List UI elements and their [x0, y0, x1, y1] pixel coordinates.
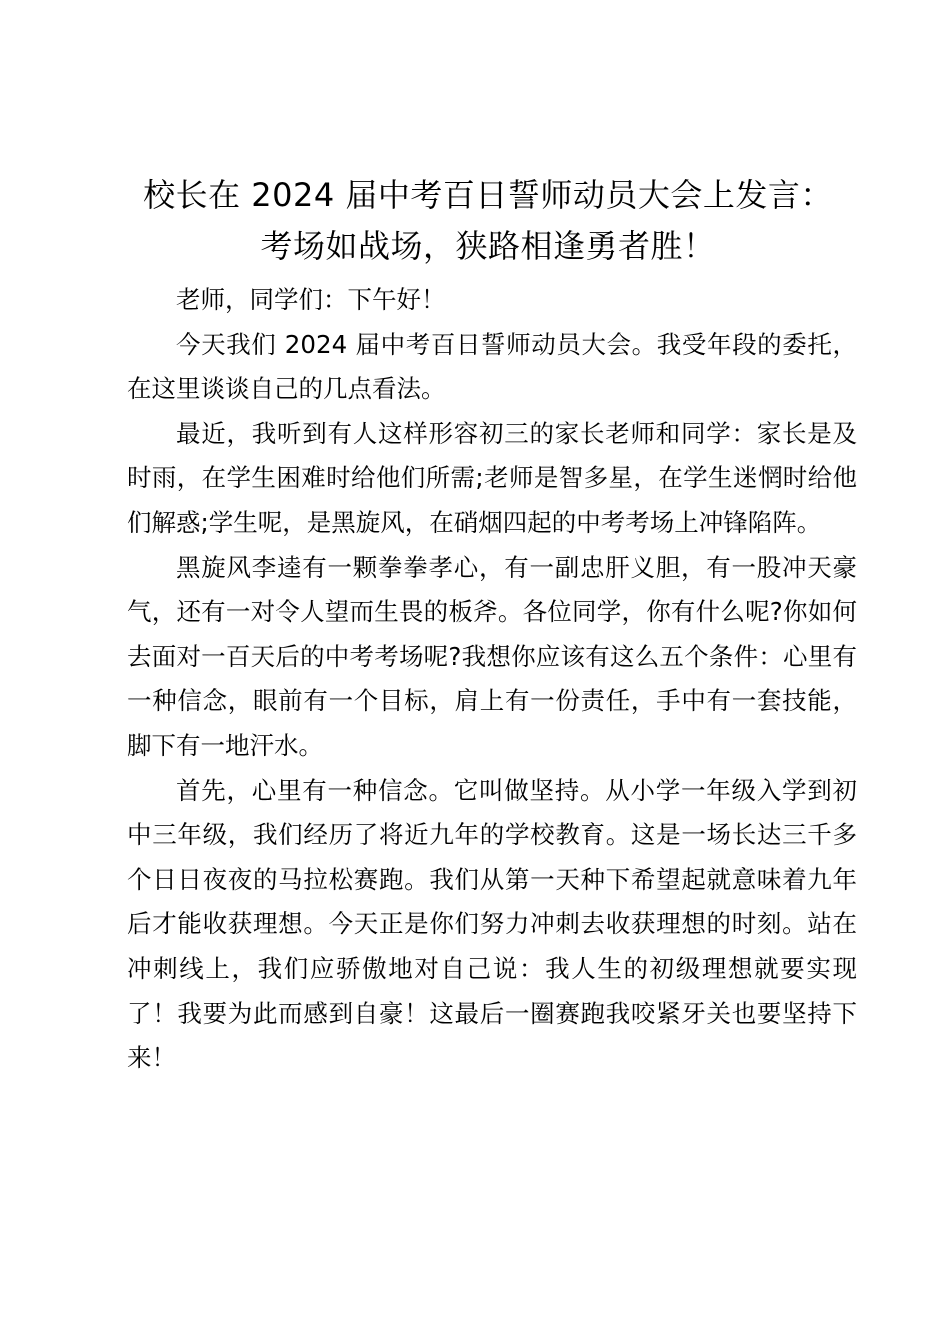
document-body: [127, 278, 857, 1081]
paragraph-greeting: 老师，同学们：下午好！: [176, 285, 446, 314]
paragraph-belief: 首先，心里有一种信念。它叫做坚持。从小学一年级入学到初中三年级，我们经历了将近九年的学校教育。这是一场长达三千多个日日夜夜的马拉松赛跑。我们从第一天种下希望起就意味着九年后才能收获理想。今天正是你们努力冲刺去收获理想的时刻。站在冲刺线上，我们应骄傲地对自己说：我人生的初级理想就要实现了！我要为此而感到自豪！这最后一圈赛跑我咬紧牙关也要坚持下来！: [127, 775, 857, 1073]
paragraph-metaphor: 最近，我听到有人这样形容初三的家长老师和同学：家长是及时雨，在学生困难时给他们所需;老师是智多星，在学生迷惘时给他们解惑;学生呢，是黑旋风，在硝烟四起的中考考场上冲锋陷阵。: [127, 418, 857, 537]
title-line-1: 校长在 2024 届中考百日誓师动员大会上发言：: [143, 176, 833, 214]
document-title: [118, 170, 858, 272]
title-line-2: 考场如战场，狭路相逢勇者胜！: [260, 227, 716, 265]
paragraph-intro: 今天我们 2024 届中考百日誓师动员大会。我受年段的委托，在这里谈谈自己的几点看法。: [127, 329, 857, 404]
paragraph-five-conditions: 黑旋风李逵有一颗拳拳孝心，有一副忠肝义胆，有一股冲天豪气，还有一对令人望而生畏的板斧。各位同学，你有什么呢?你如何去面对一百天后的中考考场呢?我想你应该有这么五个条件：心里有一种信念，眼前有一个目标，肩上有一份责任，手中有一套技能，脚下有一地汗水。: [127, 552, 857, 760]
